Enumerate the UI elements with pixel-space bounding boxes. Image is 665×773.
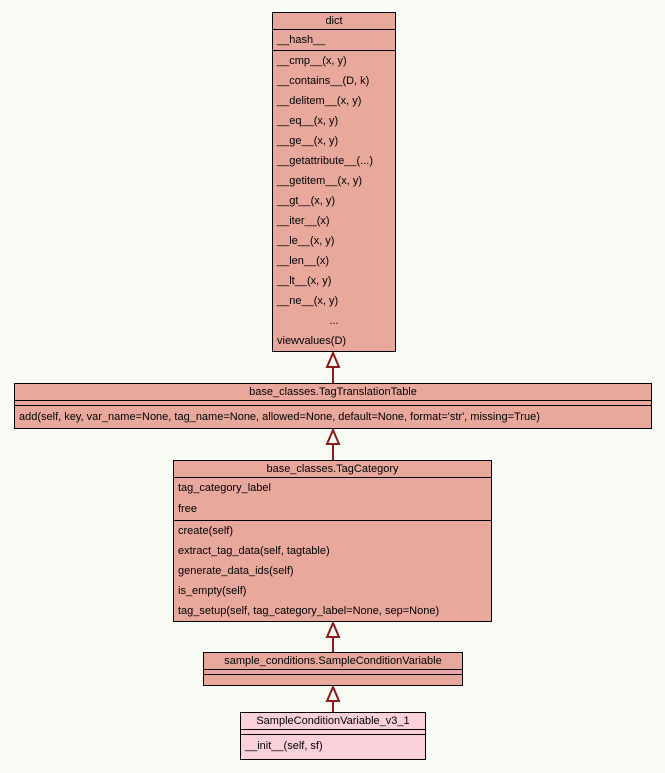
method-row: __contains__(D, k) <box>277 75 370 87</box>
method-row: create(self) <box>178 525 234 537</box>
methods-compartment <box>273 51 395 351</box>
method-row: __iter__(x) <box>277 215 330 227</box>
method-row: generate_data_ids(self) <box>178 565 294 577</box>
methods-compartment <box>241 735 425 757</box>
attribute-row: tag_category_label <box>178 482 271 494</box>
methods-compartment <box>174 521 491 621</box>
method-row: __getitem__(x, y) <box>277 175 362 187</box>
method-row: __getattribute__(...) <box>277 155 374 167</box>
attribute-row: __hash__ <box>277 34 326 46</box>
method-row: is_empty(self) <box>178 585 247 597</box>
class-title: sample_conditions.SampleConditionVariable <box>204 653 462 670</box>
method-row: __le__(x, y) <box>277 235 335 247</box>
attribute-row: free <box>178 503 197 515</box>
method-row: add(self, key, var_name=None, tag_name=None, allowed=None, default=None, format='str', missing=True) <box>19 411 540 423</box>
inheritance-arrow-icon <box>325 429 341 460</box>
class-node-sample-condition-variable[interactable] <box>203 652 463 686</box>
method-row: __ne__(x, y) <box>277 295 339 307</box>
method-row: extract_tag_data(self, tagtable) <box>178 545 330 557</box>
class-node-tag-translation-table[interactable] <box>14 383 652 429</box>
methods-compartment <box>204 675 462 684</box>
method-row: __eq__(x, y) <box>277 115 339 127</box>
class-node-dict[interactable] <box>272 12 396 352</box>
attributes-compartment <box>174 478 491 521</box>
inheritance-arrow-icon <box>325 622 341 652</box>
method-row: __delitem__(x, y) <box>277 95 362 107</box>
method-row: viewvalues(D) <box>277 335 347 347</box>
class-node-tag-category[interactable] <box>173 460 492 622</box>
methods-compartment <box>15 406 651 428</box>
class-title: base_classes.TagTranslationTable <box>15 384 651 401</box>
method-row: __cmp__(x, y) <box>277 55 347 67</box>
ellipsis-row: ... <box>329 315 339 327</box>
class-title: dict <box>273 13 395 30</box>
attributes-compartment <box>273 30 395 51</box>
method-row: tag_setup(self, tag_category_label=None, sep=None) <box>178 605 440 617</box>
method-row: __len__(x) <box>277 255 329 267</box>
method-row: __ge__(x, y) <box>277 135 339 147</box>
method-row: __lt__(x, y) <box>277 275 332 287</box>
method-row: __gt__(x, y) <box>277 195 336 207</box>
method-row: __init__(self, sf) <box>245 740 323 752</box>
class-node-sample-condition-variable-v3-1[interactable] <box>240 712 426 760</box>
inheritance-arrow-icon <box>325 352 341 383</box>
inheritance-arrow-icon <box>325 686 341 712</box>
class-title: SampleConditionVariable_v3_1 <box>241 713 425 730</box>
class-title: base_classes.TagCategory <box>174 461 491 478</box>
